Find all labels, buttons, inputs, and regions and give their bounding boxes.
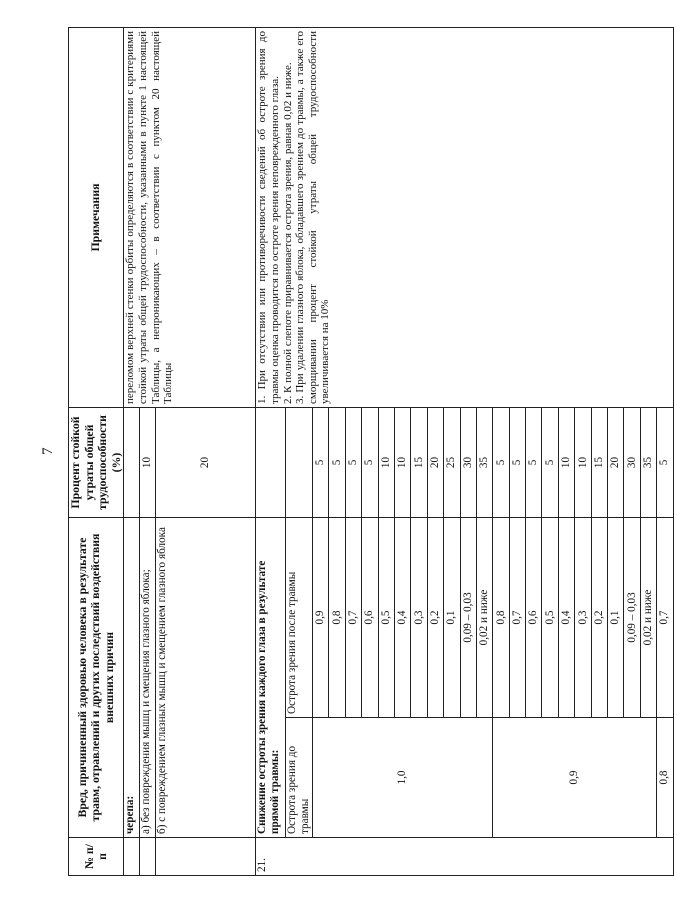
acuity-percent: 5 (362, 408, 378, 518)
item-a-percent: 10 (140, 408, 156, 518)
acuity-before: 1,0 (313, 718, 493, 838)
acuity-after: 0,7 (657, 518, 673, 718)
rotated-table-sheet (68, 28, 671, 876)
acuity-percent: 15 (591, 408, 607, 518)
acuity-after: 0,3 (411, 518, 427, 718)
item-b-percent: 20 (156, 408, 256, 518)
section-21-title-row (256, 28, 286, 876)
acuity-percent: 5 (329, 408, 345, 518)
acuity-after: 0,8 (493, 518, 509, 718)
item-a-text: а) без повреждения мышц и смещения глазного яблока; (140, 518, 156, 838)
row-num (140, 838, 156, 876)
table-row (124, 28, 140, 876)
acuity-percent: 25 (444, 408, 460, 518)
disability-table (68, 27, 674, 876)
acuity-after: 0,8 (329, 518, 345, 718)
notes-top: переломом верхней стенки орбиты определяются в соответствии с критериями стойкой утраты общей трудоспособности, указанными в пункте 1 настоящей Таблицы, а непроникающих – в соответствии с пунктом 20 настоящей Таблицы (124, 28, 256, 408)
acuity-after: 0,1 (608, 518, 624, 718)
section-21-num: 21. (256, 838, 673, 876)
acuity-after: 0,02 и ниже (476, 518, 492, 718)
acuity-percent: 5 (493, 408, 509, 518)
acuity-after: 0,3 (575, 518, 591, 718)
acuity-percent: 10 (378, 408, 394, 518)
section-21-notes (256, 28, 673, 408)
acuity-after: 0,6 (526, 518, 542, 718)
header-notes: Примечания (69, 28, 124, 408)
header-num: № п/п (69, 838, 124, 876)
acuity-after: 0,6 (362, 518, 378, 718)
row-percent (286, 408, 313, 518)
note-3: 3. При удалении глазного яблока, обладавшего зрением до травмы, а также его сморщивании процент стойкой утраты общей трудоспособности увеличивается на 10% (294, 31, 332, 404)
acuity-percent: 5 (313, 408, 329, 518)
acuity-before: 0,9 (493, 718, 657, 838)
acuity-percent: 5 (542, 408, 558, 518)
acuity-after: 0,9 (313, 518, 329, 718)
acuity-percent: 30 (624, 408, 640, 518)
note-2: 2. К полной слепоте приравнивается острота зрения, равная 0,02 и ниже. (281, 62, 294, 404)
page-number: 7 (40, 447, 56, 455)
acuity-after: 0,1 (444, 518, 460, 718)
acuity-after: 0,7 (509, 518, 525, 718)
header-percent: Процент стойкой утраты общей трудоспособности (%) (69, 408, 124, 518)
col-after-label: Острота зрения после травмы (286, 518, 313, 718)
acuity-after: 0,02 и ниже (640, 518, 656, 718)
acuity-percent: 5 (509, 408, 525, 518)
acuity-after: 0,5 (378, 518, 394, 718)
acuity-after: 0,2 (427, 518, 443, 718)
acuity-before: 0,8 (657, 718, 673, 838)
table-header-row (69, 28, 124, 876)
acuity-after: 0,09 – 0,03 (624, 518, 640, 718)
row-percent (256, 408, 286, 518)
acuity-percent: 5 (345, 408, 361, 518)
acuity-percent: 20 (608, 408, 624, 518)
acuity-percent: 35 (640, 408, 656, 518)
row-cont-text: черепа: (124, 518, 140, 838)
acuity-after: 0,4 (558, 518, 574, 718)
header-description: Вред, причиненный здоровью человека в результате травм, отравлений и других последствий воздействия внешних причин (69, 518, 124, 838)
acuity-percent: 10 (558, 408, 574, 518)
acuity-after: 0,5 (542, 518, 558, 718)
row-num (156, 838, 256, 876)
col-before-label: Острота зрения до травмы (286, 718, 313, 838)
acuity-percent: 15 (411, 408, 427, 518)
acuity-percent: 10 (394, 408, 410, 518)
note-1: 1. При отсутствии или противоречивости сведений об остроте зрения до травмы оценка проводится по остроте зрения неповрежденного глаза. (256, 31, 281, 404)
row-num (124, 838, 140, 876)
acuity-after: 0,4 (394, 518, 410, 718)
acuity-percent: 35 (476, 408, 492, 518)
acuity-after: 0,2 (591, 518, 607, 718)
acuity-percent: 30 (460, 408, 476, 518)
section-21-title: Снижение остроты зрения каждого глаза в результате прямой травмы: (256, 518, 286, 838)
acuity-percent: 5 (657, 408, 673, 518)
acuity-after: 0,09 – 0,03 (460, 518, 476, 718)
acuity-percent: 10 (575, 408, 591, 518)
acuity-percent: 5 (526, 408, 542, 518)
row-percent (124, 408, 140, 518)
acuity-after: 0,7 (345, 518, 361, 718)
acuity-percent: 20 (427, 408, 443, 518)
item-b-text: б) с повреждением глазных мышц и смещением глазного яблока (156, 518, 256, 838)
